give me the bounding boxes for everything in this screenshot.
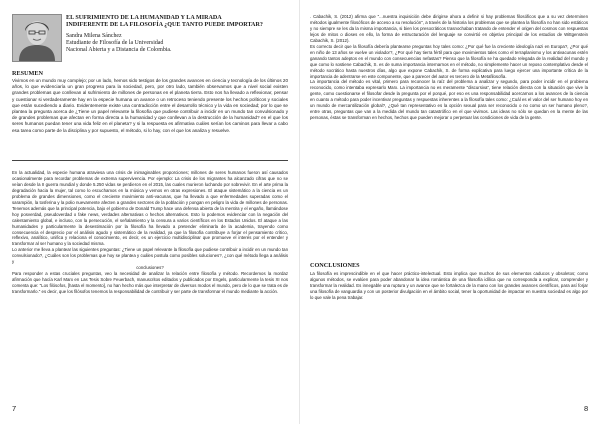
article-title	[66, 15, 292, 30]
right-body-paragraph-3: La importancia del método es vital, primero para reconocer la raíz del problema a analizar y segundo, para poder incidir en el problema reconocido, como intentaba expresarlo Marx. La importancia no es meramente "discursiva", tiene relación directa con la situación que vive la gente, como cuestionarse el filosofar desde la pregunta por el porqué, por eso es una responsabilidad acercarnos a los avances de la ciencia en cuanto a método para poder incentivar preguntas y respuestas inherentes a la filosofía tales como: ¿Cuál es el valor del ser humano hoy en un mundo de mercantilización global?, ¿Qué tan representativo es la opción sexual para ser reconocido o no como un ser humano pleno?, entre otras, preguntas que van a la medida del mundo tan catastrófico en el que vivimos. Las ideas no sólo se quedan en la mente de las personas, éstas se transforman en hechos, hechos que pueden mejorar o perpetuar las condiciones de vida de la gente.	[310, 79, 588, 121]
right-body	[310, 14, 588, 121]
right-body-paragraph-1: . Cabachik, S. (2012) afirma que "...nuestra inquisición debe dirigirse ahora a definir si hay problemas filosóficos que a su vez determinen métodos igualmente filosóficos de acceso a su resolución", a través de la historia los problemas que se plantea la filosofía no han sido estáticos y no siempre se les da la misma importancia, si bien los presocráticos trasnochaban tratando de entender el origen del cosmos con respuestas lejos de mitos o dioses en ello, la forma de estructuración del lenguaje se convirtió en objetivo principal de los estudios de Wittgenstein Cabachik, S. (2012).	[310, 14, 588, 43]
left-body-paragraph-1: En la actualidad, la especie humana atraviesa una crisis de inimaginables proporciones; millones de seres humanos fueron así causados ocasionalmente para recordar problemas de extrema supervivencia. Por ejemplo: La crisis de los migrantes ha alcanzado cifras que no se veían desde la II guerra mundial y donde 5.250 vidas se perdieron en el 2015, las cuales murieron luchando por sobrevivir. En el arte prima la degradación hacia la mujer, tal como lo escuchamos en la música y vemos en otras expresiones. El ataque sistemático a la ciencia es un problema de grandes dimensiones, como el creciente movimiento anti-vacunas, que ha llevado a que enfermedades superadas como el sarampión, la tosferina y la polio nuevamente afecten a grandes sectores de la población y pongan en peligro la vida de millones de personas. Tenemos además que la principal potencia, bajo el gobierno de Donald Trump hace una defensa abierta de la mentira y el engaño, llamándose hoy posverdad, pseudoverdad o fake news, verdades alternativas o hechos alternativos. Esto lo podemos evidenciar con la negación del calentamiento global, e incluso, con la persecución, el señalamiento y la censura a varios científicos en los Estados Unidos. El ataque a las humanidades y particularmente la desestimación por la filosofía ha llevado a pretender eliminarla de la academia, trayendo como consecuencia el desprecio por el análisis agudo y sistemático de la realidad, ya que la filosofía contribuye a forjar el pensamiento crítico, reflexivo, analítico, unifica y relaciona el conocimiento, es decir, es un ejercicio multidisciplinar que promueve el interés por el entender y transformar al ser humano y la sociedad misma.	[12, 170, 288, 247]
left-body	[12, 170, 288, 295]
author-role: Estudiante de Filosofía de la Universidad	[66, 40, 164, 47]
left-body-paragraph-2: Lo anterior me lleva a plantear las siguientes preguntas: ¿Tiene un papel relevante la filosofía que pudiese contribuir a incidir en un mundo tan convulsionado?, ¿Cuáles son los problemas que hoy se plantea y cuáles postula como posibles soluciones?, ¿con qué método llega a análisis y	[12, 247, 288, 265]
left-body-paragraph-2-end: conclusiones?	[136, 265, 164, 271]
left-body-paragraph-3: Para responder a estas cruciales preguntas, veo la necesidad de analizar la relación entre filosofía y método. Recordemos la mordaz afirmación que hacía Karl Marx en Las Tesis Sobre Feuerbach, manuscritos editados y publicados por Engels, particularmente la tesis XI nos comenta que: "Los filósofos, [hasta el momento], no han hecho más que interpretar de diversos modos el mundo, pero de lo que se trata es de transformarlo." es decir, que los filósofos tenemos la responsabilidad de contribuir y ser parte de transformar el mundo mediante la acción.	[12, 271, 288, 295]
right-body-paragraph-2: Es correcto decir que la filosofía debería plantearse preguntas hoy tales como: ¿Por qué fue la creciente ideología nazi en Europa?, ¿Por qué en niño de 13 años se vuelve un violador?, ¿Por qué hay tierra fértil para que movimientos tales como el terraplanismo y los antivacunas estén ganando tantos adeptos en el mundo con consecuencias nefastas? Pienso que la filosofía se ha quedado relegada de la realidad del mundo y que como lo sostiene Cabachik, S. es de suma importancia internarnos en el método, no simplemente hacer un reposo contemplativo desde el método socrático hasta nuestros días, algo que expone Cabachik, S. de forma explicativa para luego ejercer una importante crítica de la importancia de adentrarse en este componente, que a parecer del autor es tercero de la Metafilosofía.	[310, 43, 588, 79]
page-number-right: 8	[584, 404, 589, 413]
author-photo	[12, 14, 62, 62]
conclusiones-paragraph: La filosofía es imprescindible en el que hacer práctico-intelectual. Esto implica que muchos de sus elementos caducos y obsoletos; como algunos métodos, se evalúen para poder abandonar la idea romántica de una filosofía idílica que no corresponda a explicar, comprender y transformar la realidad. Es innegable una ruptura y un avance que se fortalezca de la mano con los grandes avances científicos, para así forjar una filosofía de vanguardia y con un posterior divulgación en el ámbito social, tener la oportunidad de impactar en nuestra sociedad es algo por lo que vale la pena trabajar.	[310, 271, 588, 300]
author-institution: Nacional Abierta y a Distancia de Colombia.	[66, 47, 172, 54]
page-right	[300, 0, 600, 424]
title-line-2: INDIFERENTE DE LA FILOSOFÍA ¿QUE TANTO PUEDE IMPORTAR?	[66, 22, 263, 29]
section-divider	[12, 160, 288, 161]
title-line-1: EL SUFRIMIENTO DE LA HUMANIDAD Y LA MIRADA	[66, 15, 222, 21]
resumen-text	[12, 78, 288, 134]
author-info	[66, 33, 292, 55]
resumen-heading: RESUMEN	[12, 70, 43, 77]
resumen-paragraph: Vivimos en un mundo muy complejo; por un lado, hemos sido testigos de los grandes avances en ciencia y tecnología de los últimos 20 años, lo que evidenciaría un gran progreso para la sociedad, pero, por otro lado, también observamos que a nivel social existen grandes problemas que conllevan al sufrimiento de millones de personas en el planeta tierra. Esto nos ha llevado a reflexionar, pensar y cuestionar si verdaderamente hay en la especie humana un avance o un retroceso teniendo presente los hechos políticos y sociales que están sucediendo a diario. Evidentemente existe una contradicción entre el desarrollo técnico y la vida en sociedad; por lo que se plantea la pregunta acerca de ¿Tiene un papel relevante la filosofía que pudiese contribuir a incidir en un mundo tan convulsionado y de grandes problemas que afectan en forma directa a la humanidad y que conllevan a la destrucción de la humanidad? en el que los seres humanos puedan tener una vida feliz en el planeta? y si la respuesta es afirmativa cuáles serían los caminos para llevar a cabo esa tarea como parte de la disciplina y por supuesto, el método, si lo hay, con el que los analiza y resuelve.	[12, 78, 288, 133]
page-number-left: 7	[12, 404, 17, 413]
author-name: Sandra Milena Sánchez	[66, 33, 122, 39]
conclusiones-heading: CONCLUSIONES	[310, 262, 360, 269]
portrait-icon	[13, 15, 61, 61]
conclusiones-text	[310, 271, 588, 301]
